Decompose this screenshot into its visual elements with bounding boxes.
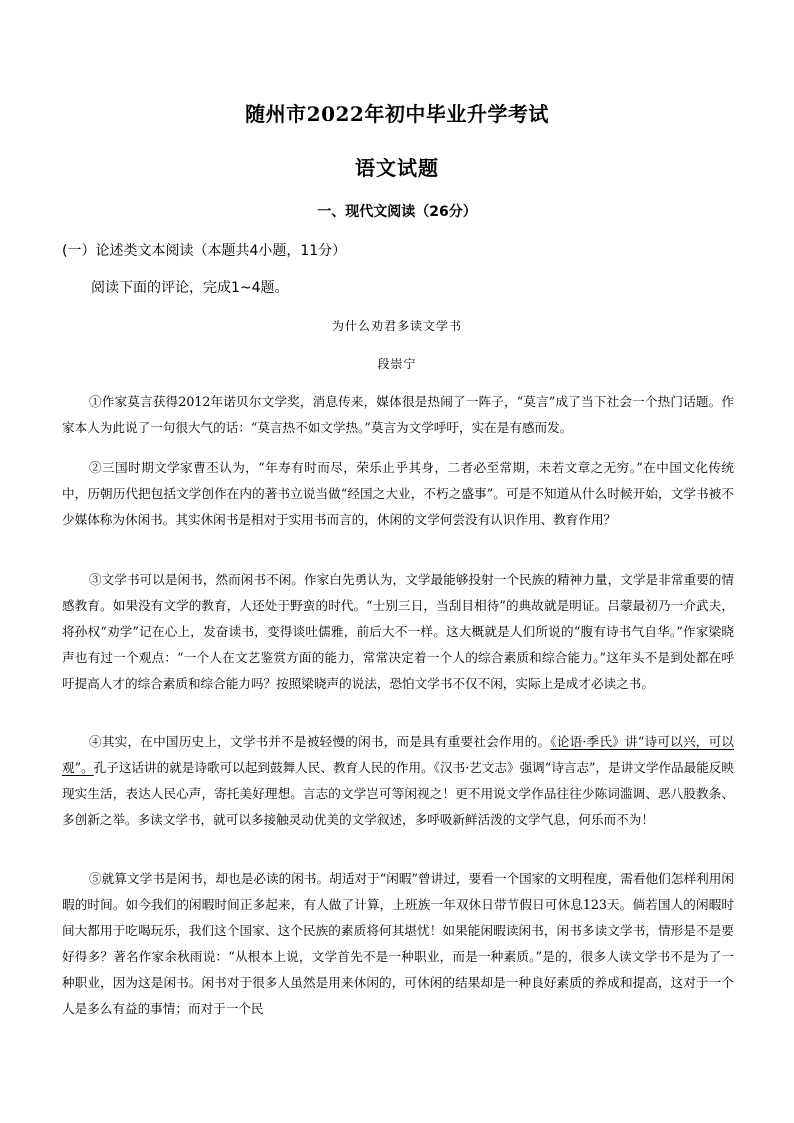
article-author: 段崇宁 [377, 357, 417, 371]
article-title: 为什么劝君多读文学书 [331, 319, 462, 333]
paragraph-2: ②三国时期文学家曹丕认为，“年寿有时而尽，荣乐止乎其身，二者必至常期，未若文章之无穷。”在中国文化传统中，历朝历代把包括文学创作在内的著书立说当做“经国之大业，不朽之盛事”。可是不知道从什么时候开始，文学书被不少媒体称为休闲书。其实休闲书是相对于实用书而言的，休闲的文学何尝没有认识作用、教育作用？ [62, 460, 734, 527]
paragraph-3: ③文学书可以是闲书，然而闲书不闲。作家白先勇认为，文学最能够投射一个民族的精神力量，文学是非常重要的情感教育。如果没有文学的教育，人还处于野蛮的时代。“士别三日，当刮目相待”的典故就是明证。吕蒙最初乃一介武夫，将孙权“劝学”记在心上，发奋读书，变得谈吐儒雅，前后大不一样。这大概就是人们所说的“腹有诗书气自华。”作家梁晓声也有过一个观点：“一个人在文艺鉴赏方面的能力，常常决定着一个人的综合素质和综合能力。”这年头不是到处都在呼吁提高人才的综合素质和综合能力吗？按照梁晓声的说法，恐怕文学书不仅不闲，实际上是成才必读之书。 [62, 572, 734, 691]
paragraph-1: ①作家莫言获得2012年诺贝尔文学奖，消息传来，媒体很是热闹了一阵子，“莫言”成了当下社会一个热门话题。作家本人为此说了一句很大气的话：“莫言热不如文学热。”莫言为文学呼吁，实在是有感而发。 [62, 394, 734, 435]
reading-instruction: 阅读下面的评论，完成1~4题。 [91, 280, 289, 296]
paragraph-4 [62, 729, 734, 833]
section-heading: 一、现代文阅读（26分） [317, 204, 477, 220]
paragraph-5: ⑤就算文学书是闲书，却也是必读的闲书。胡适对于“闲暇”曾讲过，要看一个国家的文明程度，需看他们怎样利用闲暇的时间。如今我们的闲暇时间正多起来，有人做了计算，上班族一年双休日带节假日可休息123天。倘若国人的闲暇时间大都用于吃喝玩乐，我们这个国家、这个民族的素质将何其堪忧！如果能闲暇读闲书，闲书多读文学书，情形是不是要好得多？著名作家余秋雨说：“从根本上说，文学首先不是一种职业，而是一种素质。”是的，很多人读文学书不是为了一种职业，因为这是闲书。闲书对于很多人虽然是用来休闲的，可休闲的结果却是一种良好素质的养成和提高，这对于一个人是多么有益的事情；而对于一个民 [62, 871, 734, 1016]
exam-subtitle: 语文试题 [355, 156, 439, 180]
paragraph-4-rest: 孔子这话讲的就是诗歌可以起到鼓舞人民、教育人民的作用。《汉书·艺文志》强调“诗言志”，是讲文学作品最能反映现实生活，表达人民心声，寄托美好理想。言志的文学岂可等闲视之！更不用说文学作品往往少陈词滥调、恶八股教条、多创新之举。多读文学书，就可以多接触灵动优美的文学叙述，多呼吸新鲜活泼的文学气息，何乐而不为！ [62, 760, 734, 827]
underlined-quote: 《论语·季氏》讲“诗可以兴，可以观”。 [62, 734, 734, 775]
paragraph-4-lead: ④其实，在中国历史上，文学书并不是被轻慢的闲书，而是具有重要社会作用的。 [89, 734, 551, 749]
subsection-heading: (一）论述类文本阅读（本题共4小题，11分） [62, 243, 347, 259]
exam-title: 随州市2022年初中毕业升学考试 [245, 102, 549, 126]
